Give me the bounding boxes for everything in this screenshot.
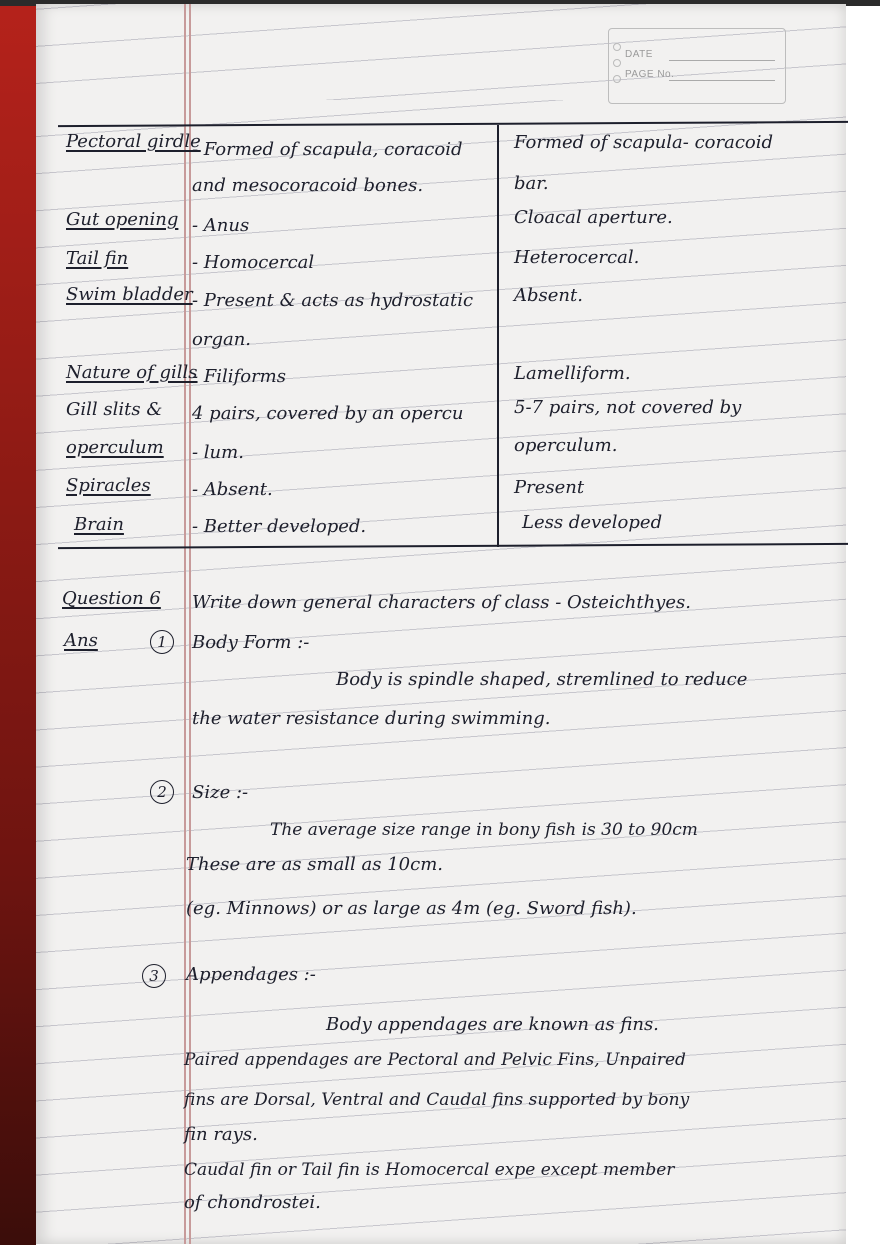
table-bottom-border <box>58 543 848 549</box>
section-line: fins are Dorsal, Ventral and Caudal fins supported by bony <box>184 1090 690 1110</box>
bony-fish-cell: - Better developed. <box>192 516 367 537</box>
bony-fish-cell: - Present & acts as hydrostatic <box>192 290 474 311</box>
cartilaginous-fish-cell: operculum. <box>514 435 618 456</box>
bony-fish-cell: - Homocercal <box>192 252 315 273</box>
section-line: fin rays. <box>184 1124 258 1145</box>
cartilaginous-fish-cell: 5-7 pairs, not covered by <box>514 397 742 418</box>
bony-fish-cell: - Formed of scapula, coracoid <box>192 139 463 160</box>
row-label: Nature of gills <box>66 362 198 383</box>
row-label: Pectoral girdle <box>66 131 201 152</box>
bony-fish-cell: - lum. <box>192 442 244 463</box>
section-line: Paired appendages are Pectoral and Pelvic Fins, Unpaired <box>184 1050 686 1070</box>
section-title: Appendages :- <box>186 964 316 985</box>
section-line: These are as small as 10cm. <box>186 854 444 875</box>
section-line: Body appendages are known as fins. <box>326 1014 659 1035</box>
section-number-badge: 1 <box>150 630 174 654</box>
page-label: PAGE No. <box>625 69 675 80</box>
row-label: Swim bladder <box>66 284 193 305</box>
bony-fish-cell: 4 pairs, covered by an opercu <box>192 403 464 424</box>
section-line: (eg. Minnows) or as large as 4m (eg. Sword fish). <box>186 898 637 919</box>
section-line: Body is spindle shaped, stremlined to reduce <box>336 669 748 690</box>
bony-fish-cell: - Filiforms <box>192 366 286 387</box>
cartilaginous-fish-cell: Less developed <box>522 512 663 533</box>
answer-label: Ans <box>64 630 98 651</box>
page-rule <box>669 80 775 81</box>
cartilaginous-fish-cell: Heterocercal. <box>514 247 640 268</box>
ring-icon <box>613 75 621 83</box>
section-title: Size :- <box>192 782 249 803</box>
cartilaginous-fish-cell: Formed of scapula- coracoid <box>514 132 774 153</box>
section-line: The average size range in bony fish is 30 to 90cm <box>270 820 698 840</box>
table-column-divider <box>497 125 499 547</box>
section-line: Caudal fin or Tail fin is Homocercal expe except member <box>184 1160 675 1180</box>
section-line: of chondrostei. <box>184 1192 321 1213</box>
bony-fish-cell: - Absent. <box>192 479 273 500</box>
cartilaginous-fish-cell: Cloacal aperture. <box>514 207 673 228</box>
cartilaginous-fish-cell: Present <box>514 477 585 498</box>
row-label: Gut opening <box>66 209 179 230</box>
date-page-stamp <box>608 28 786 104</box>
row-label: operculum <box>66 437 164 458</box>
bony-fish-cell: - Anus <box>192 215 250 236</box>
date-label: DATE <box>625 49 653 60</box>
bony-fish-cell: and mesocoracoid bones. <box>192 175 424 196</box>
section-line: the water resistance during swimming. <box>192 708 551 729</box>
question-text: Write down general characters of class - Osteichthyes. <box>192 592 691 613</box>
row-label: Spiracles <box>66 475 151 496</box>
row-label: Brain <box>74 514 124 535</box>
row-label: Gill slits & <box>66 399 163 420</box>
table-top-border <box>58 121 848 127</box>
ring-icon <box>613 59 621 67</box>
background-right <box>846 0 880 1245</box>
section-number-badge: 3 <box>142 964 166 988</box>
date-rule <box>669 60 775 61</box>
cartilaginous-fish-cell: Lamelliform. <box>514 363 631 384</box>
row-label: Tail fin <box>66 248 129 269</box>
question-label: Question 6 <box>62 588 161 609</box>
background-cloth <box>0 0 36 1245</box>
section-title: Body Form :- <box>192 632 310 653</box>
bony-fish-cell: organ. <box>192 329 252 350</box>
ring-icon <box>613 43 621 51</box>
cartilaginous-fish-cell: bar. <box>514 173 549 194</box>
cartilaginous-fish-cell: Absent. <box>514 285 583 306</box>
section-number-badge: 2 <box>150 780 174 804</box>
notebook-page <box>36 4 846 1244</box>
